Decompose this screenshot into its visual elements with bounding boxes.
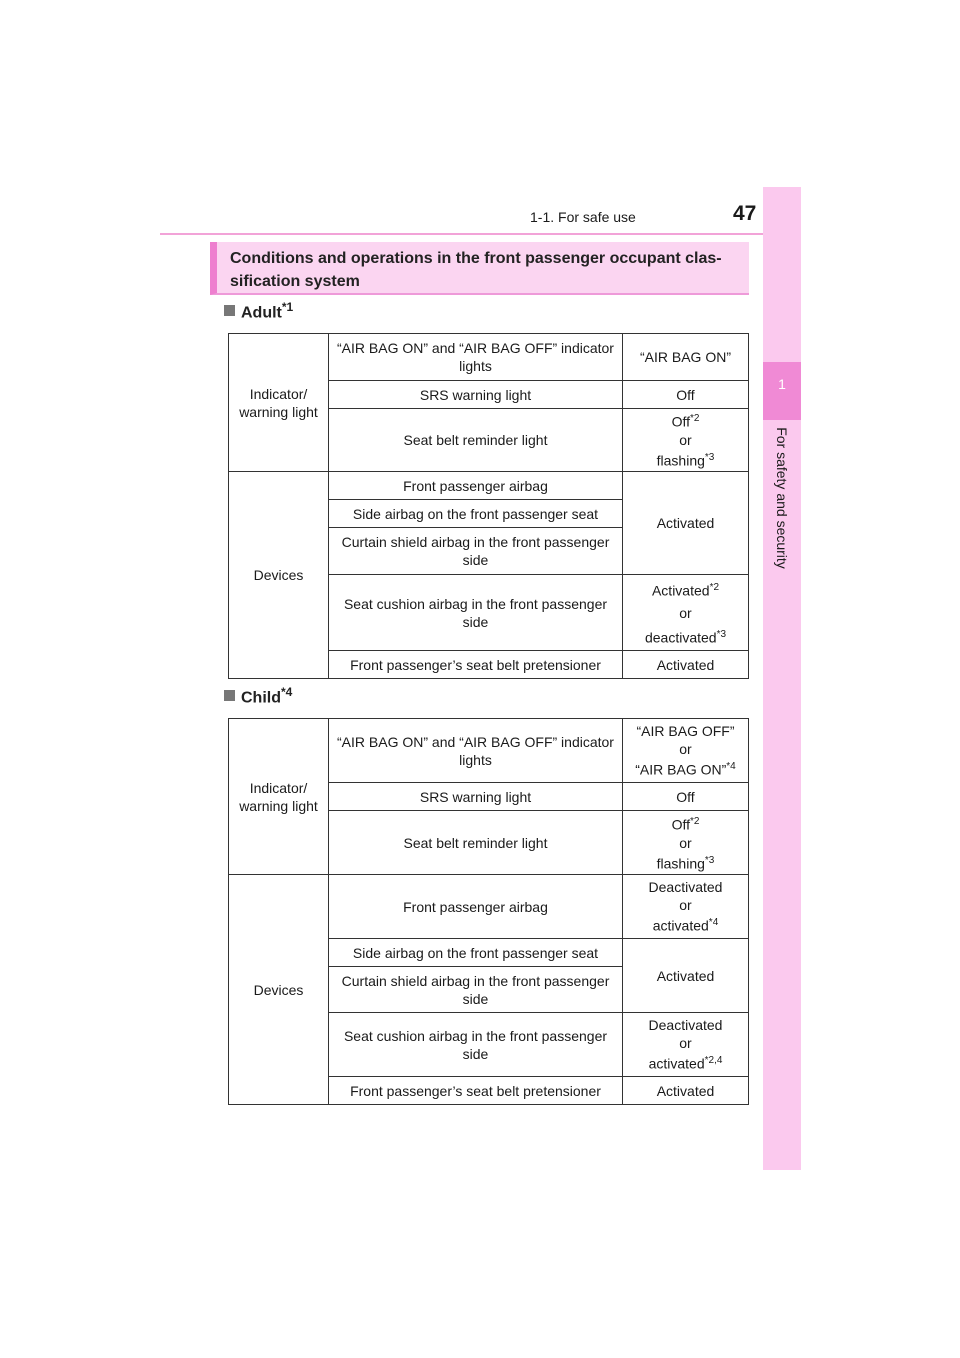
value-cell: “AIR BAG OFF” or “AIR BAG ON”$^{*4}$ bbox=[623, 719, 749, 783]
value-cell: Off bbox=[623, 381, 749, 409]
square-bullet-icon bbox=[224, 690, 235, 701]
item-cell: Seat belt reminder light bbox=[329, 811, 623, 875]
value-cell: Deactivated or activated$^{*2,4}$ bbox=[623, 1013, 749, 1077]
value-cell: “AIR BAG ON” bbox=[623, 334, 749, 381]
table-row bbox=[229, 719, 749, 783]
table-row bbox=[229, 875, 749, 939]
header-rule bbox=[160, 233, 801, 235]
item-cell: “AIR BAG ON” and “AIR BAG OFF” indicator lights bbox=[329, 334, 623, 381]
indicator-label-cell: Indicator/ warning light bbox=[229, 334, 329, 472]
value-cell: Off$^{*2}$ or flashing$^{*3}$ bbox=[623, 409, 749, 472]
adult-table bbox=[228, 333, 749, 679]
value-cell: Off$^{*2}$ or flashing$^{*3}$ bbox=[623, 811, 749, 875]
item-cell: Seat cushion airbag in the front passenger side bbox=[329, 575, 623, 651]
item-cell: Side airbag on the front passenger seat bbox=[329, 939, 623, 967]
item-cell: Side airbag on the front passenger seat bbox=[329, 500, 623, 528]
table-row bbox=[229, 334, 749, 381]
value-cell: Off bbox=[623, 783, 749, 811]
devices-label-cell: Devices bbox=[229, 472, 329, 679]
value-cell: Deactivated or activated$^{*4}$ bbox=[623, 875, 749, 939]
table-row bbox=[229, 472, 749, 500]
item-cell: Seat cushion airbag in the front passenger side bbox=[329, 1013, 623, 1077]
value-cell: Activated bbox=[623, 651, 749, 679]
value-cell: Activated bbox=[623, 472, 749, 575]
child-table bbox=[228, 718, 749, 1105]
item-cell: “AIR BAG ON” and “AIR BAG OFF” indicator lights bbox=[329, 719, 623, 783]
chapter-label: For safety and security bbox=[774, 427, 790, 569]
devices-label-cell: Devices bbox=[229, 875, 329, 1105]
value-cell: Activated bbox=[623, 939, 749, 1013]
page-number: 47 bbox=[733, 202, 757, 225]
item-cell: SRS warning light bbox=[329, 381, 623, 409]
item-cell: Curtain shield airbag in the front passenger side bbox=[329, 528, 623, 575]
indicator-label-cell: Indicator/ warning light bbox=[229, 719, 329, 875]
child-heading: Child$^{*4}$ bbox=[224, 685, 292, 707]
section-heading: 1-1. For safe use bbox=[530, 209, 636, 225]
section-title-box bbox=[210, 242, 749, 295]
value-cell: Activated bbox=[623, 1077, 749, 1105]
item-cell: Front passenger airbag bbox=[329, 472, 623, 500]
square-bullet-icon bbox=[224, 305, 235, 316]
item-cell: Curtain shield airbag in the front passenger side bbox=[329, 967, 623, 1013]
item-cell: Front passenger’s seat belt pretensioner bbox=[329, 1077, 623, 1105]
item-cell: Front passenger’s seat belt pretensioner bbox=[329, 651, 623, 679]
adult-heading: Adult$^{*1}$ bbox=[224, 300, 293, 322]
value-cell: Activated$^{*2}$ or deactivated$^{*3}$ bbox=[623, 575, 749, 651]
section-title: Conditions and operations in the front passenger occupant clas-sification system bbox=[230, 250, 722, 290]
item-cell: Front passenger airbag bbox=[329, 875, 623, 939]
chapter-number: 1 bbox=[778, 376, 786, 392]
chapter-side-tab bbox=[763, 187, 801, 1170]
item-cell: Seat belt reminder light bbox=[329, 409, 623, 472]
item-cell: SRS warning light bbox=[329, 783, 623, 811]
